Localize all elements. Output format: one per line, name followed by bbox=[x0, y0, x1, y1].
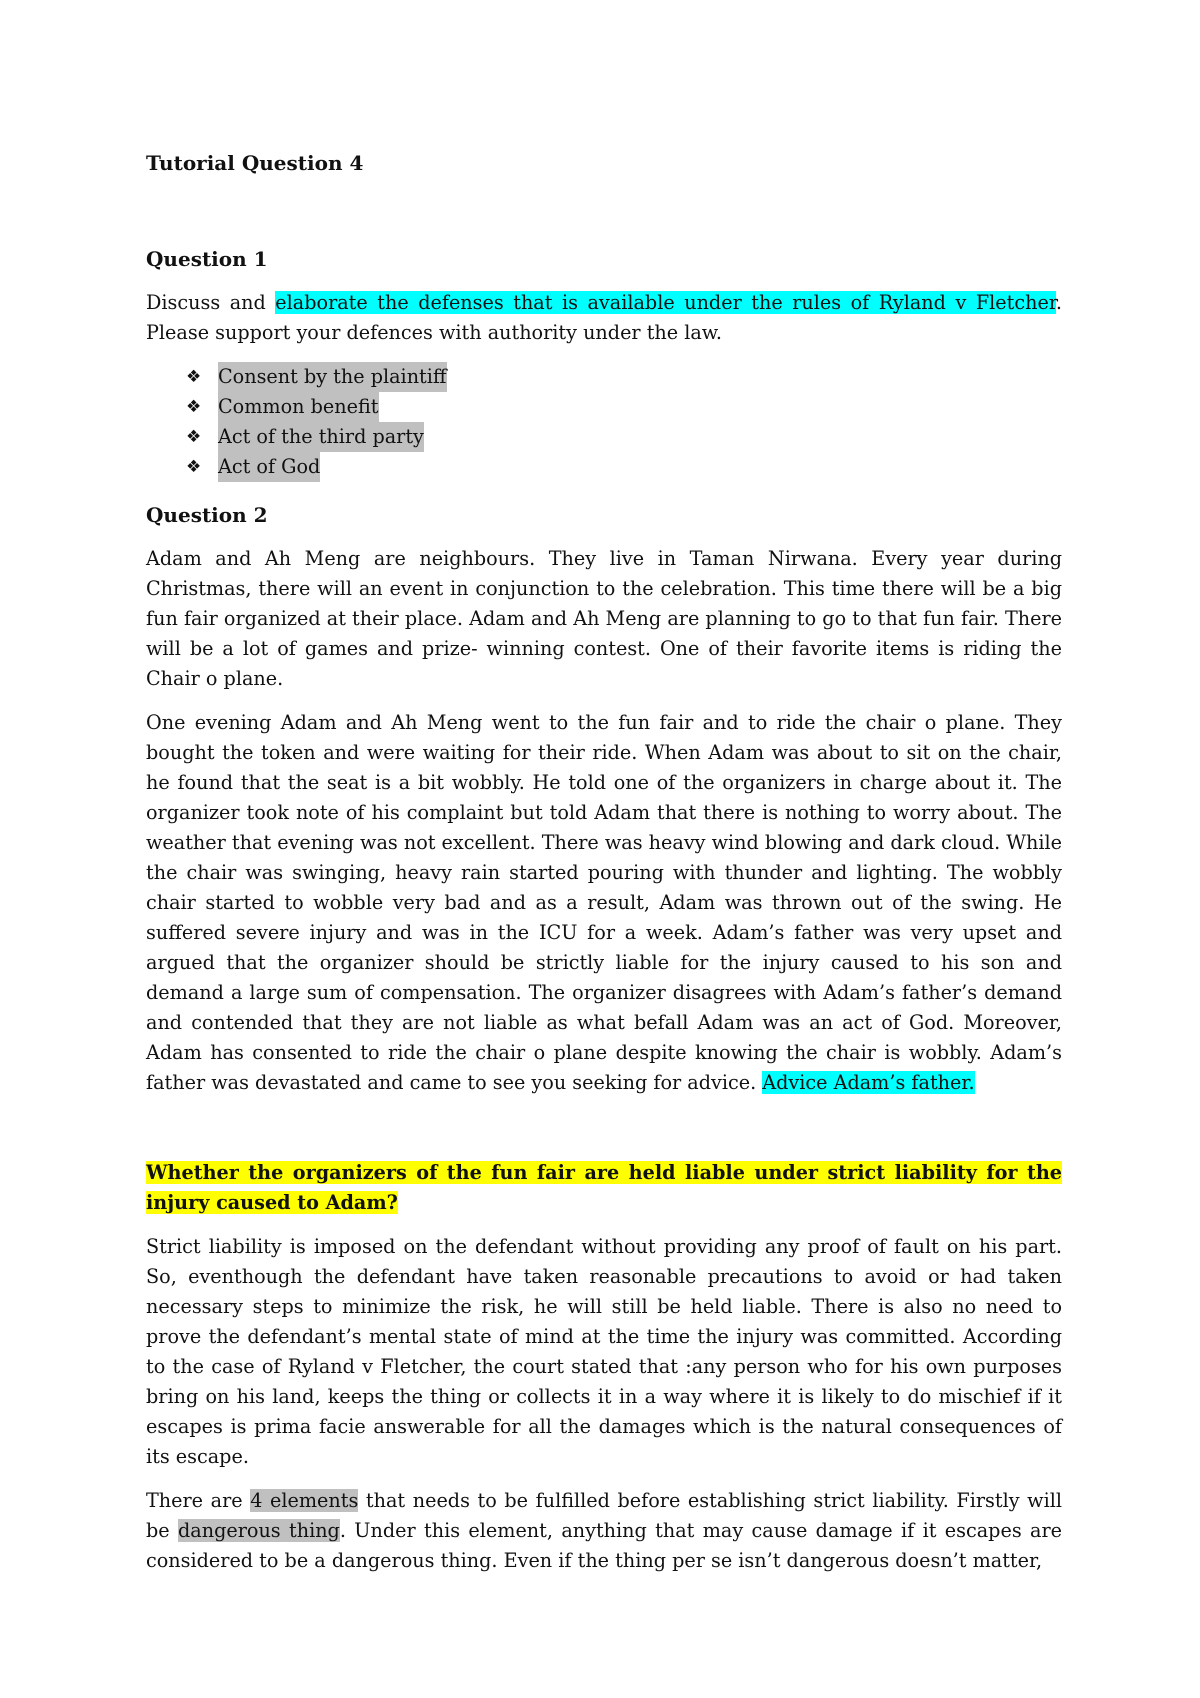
document-title: Tutorial Question 4 bbox=[146, 151, 364, 175]
question-1-heading: Question 1 bbox=[146, 247, 268, 271]
answer-paragraph-1: Strict liability is imposed on the defendant without providing any proof of fault on his part. So, eventhough the defendant have taken reasonable precautions to avoid or had taken necessary steps to minimize the risk, he will still be held liable. There is also no need to prove the defendant’s mental state of mind at the time the injury was committed. According to the case of Ryland v Fletcher, the court stated that :any person who for his own purposes bring on his land, keeps the thing or collects it in a way where it is likely to do mischief if it escapes is prima facie answerable for all the damages which is the natural consequences of its escape. bbox=[146, 1235, 1062, 1468]
defences-list bbox=[146, 362, 1062, 482]
issue-statement bbox=[146, 1158, 1062, 1218]
diamond-bullet-icon: ❖ bbox=[186, 397, 202, 417]
answer-paragraph-2-part-1: There are bbox=[146, 1489, 251, 1512]
diamond-bullet-icon: ❖ bbox=[186, 367, 202, 387]
defence-label: Act of God bbox=[218, 452, 320, 482]
question-1-highlight: elaborate the defenses that is available under the rules of Ryland v Fletcher bbox=[275, 291, 1056, 314]
list-item bbox=[186, 452, 1062, 482]
question-1-text-start: Discuss and bbox=[146, 291, 276, 314]
diamond-bullet-icon: ❖ bbox=[186, 457, 202, 477]
issue-highlight: Whether the organizers of the fun fair are held liable under strict liability for the injury caused to Adam? bbox=[146, 1161, 1062, 1214]
dangerous-thing-highlight: dangerous thing bbox=[178, 1519, 340, 1542]
answer-paragraph-2 bbox=[146, 1486, 1062, 1576]
advice-highlight: Advice Adam’s father. bbox=[762, 1071, 975, 1094]
list-item bbox=[186, 422, 1062, 452]
defence-label: Act of the third party bbox=[218, 422, 424, 452]
answer-paragraph-2-part-2: that needs to be fulfilled before establishing strict liability. Firstly will be bbox=[146, 1489, 1063, 1542]
list-item bbox=[186, 392, 1062, 422]
question-2-paragraph-2 bbox=[146, 708, 1062, 1098]
question-1-text-end: . Please support your defences with authority under the law. bbox=[146, 291, 1062, 344]
elements-highlight: 4 elements bbox=[250, 1489, 359, 1512]
answer-paragraph-2-part-3: . Under this element, anything that may cause damage if it escapes are considered to be a dangerous thing. Even if the thing per se isn’t dangerous doesn’t matter, bbox=[146, 1519, 1062, 1572]
question-2-paragraph-1: Adam and Ah Meng are neighbours. They live in Taman Nirwana. Every year during Christmas, there will an event in conjunction to the celebration. This time there will be a big fun fair organized at their place. Adam and Ah Meng are planning to go to that fun fair. There will be a lot of games and prize- winning contest. One of their favorite items is riding the Chair o plane. bbox=[146, 547, 1062, 690]
question-2-paragraph-2-text: One evening Adam and Ah Meng went to the fun fair and to ride the chair o plane. They bought the token and were waiting for their ride. When Adam was about to sit on the chair, he found that the seat is a bit wobbly. He told one of the organizers in charge about it. The organizer took note of his complaint but told Adam that there is nothing to worry about. The weather that evening was not excellent. There was heavy wind blowing and dark cloud. While the chair was swinging, heavy rain started pouring with thunder and lighting. The wobbly chair started to wobble very bad and as a result, Adam was thrown out of the swing. He suffered severe injury and was in the ICU for a week. Adam’s father was very upset and argued that the organizer should be strictly liable for the injury caused to his son and demand a large sum of compensation. The organizer disagrees with Adam’s father’s demand and contended that they are not liable as what befall Adam was an act of God. Moreover, Adam has consented to ride the chair o plane despite knowing the chair is wobbly. Adam’s father was devastated and came to see you seeking for advice. bbox=[146, 711, 1062, 1094]
list-item bbox=[186, 362, 1062, 392]
question-1-text bbox=[146, 288, 1062, 348]
diamond-bullet-icon: ❖ bbox=[186, 427, 202, 447]
defence-label: Common benefit bbox=[218, 392, 379, 422]
question-2-heading: Question 2 bbox=[146, 503, 268, 527]
defence-label: Consent by the plaintiff bbox=[218, 362, 447, 392]
document-page bbox=[146, 140, 1062, 1576]
